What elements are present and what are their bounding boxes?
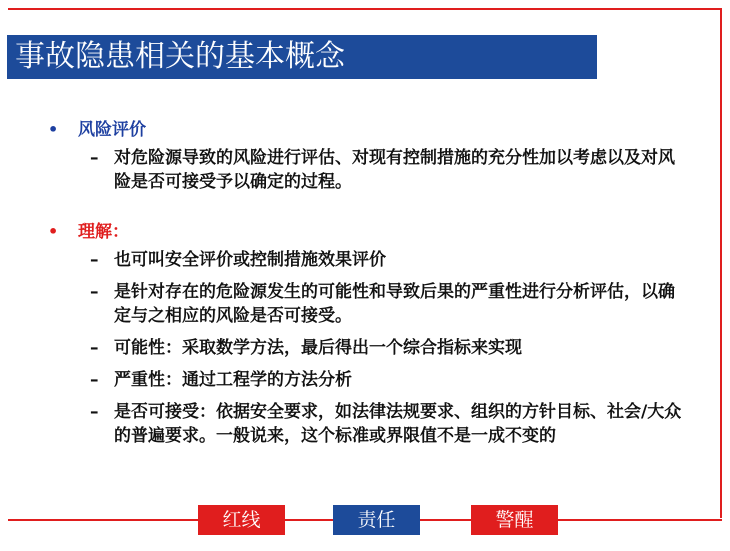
- slide-content: [48, 118, 698, 474]
- section-heading-row: [48, 118, 698, 142]
- sub-bullet-text: 对危险源导致的风险进行评估、对现有控制措施的充分性加以考虑以及对风险是否可接受予以确定的过程。: [114, 148, 675, 192]
- dash-icon: –: [90, 250, 99, 270]
- sub-bullet: [90, 280, 698, 328]
- sub-bullet: [90, 336, 698, 360]
- section-risk-evaluation: [48, 118, 698, 194]
- section-heading: 理解：: [78, 222, 129, 242]
- sub-bullet: [90, 146, 698, 194]
- dash-icon: –: [90, 338, 99, 358]
- section-heading-row: [48, 220, 698, 244]
- sub-bullet-text: 是针对存在的危险源发生的可能性和导致后果的严重性进行分析评估，以确定与之相应的风险是否可接受。: [114, 282, 675, 326]
- sub-bullet-text: 严重性：通过工程学的方法分析: [114, 370, 352, 390]
- bullet-dot-icon: •: [48, 222, 59, 241]
- sub-bullet: [90, 400, 698, 448]
- sub-bullet-text: 也可叫安全评价或控制措施效果评价: [114, 250, 386, 270]
- section-heading: 风险评价: [78, 120, 146, 140]
- sub-bullet-text: 可能性：采取数学方法，最后得出一个综合指标来实现: [114, 338, 522, 358]
- alert-button[interactable]: 警醒: [471, 505, 558, 535]
- section-understanding: [48, 220, 698, 448]
- bullet-dot-icon: •: [48, 120, 59, 139]
- right-red-border: [720, 8, 722, 518]
- slide-title: 事故隐患相关的基本概念: [7, 35, 597, 79]
- dash-icon: –: [90, 402, 99, 422]
- red-line-button[interactable]: 红线: [198, 505, 285, 535]
- sub-bullet: [90, 368, 698, 392]
- dash-icon: –: [90, 370, 99, 390]
- responsibility-button[interactable]: 责任: [333, 505, 420, 535]
- sub-bullet: [90, 248, 698, 272]
- dash-icon: –: [90, 148, 99, 168]
- dash-icon: –: [90, 282, 99, 302]
- sub-bullet-text: 是否可接受：依据安全要求，如法律法规要求、组织的方针目标、社会/大众的普遍要求。一般说来，这个标准或界限值不是一成不变的: [114, 402, 682, 446]
- top-red-border: [8, 8, 722, 10]
